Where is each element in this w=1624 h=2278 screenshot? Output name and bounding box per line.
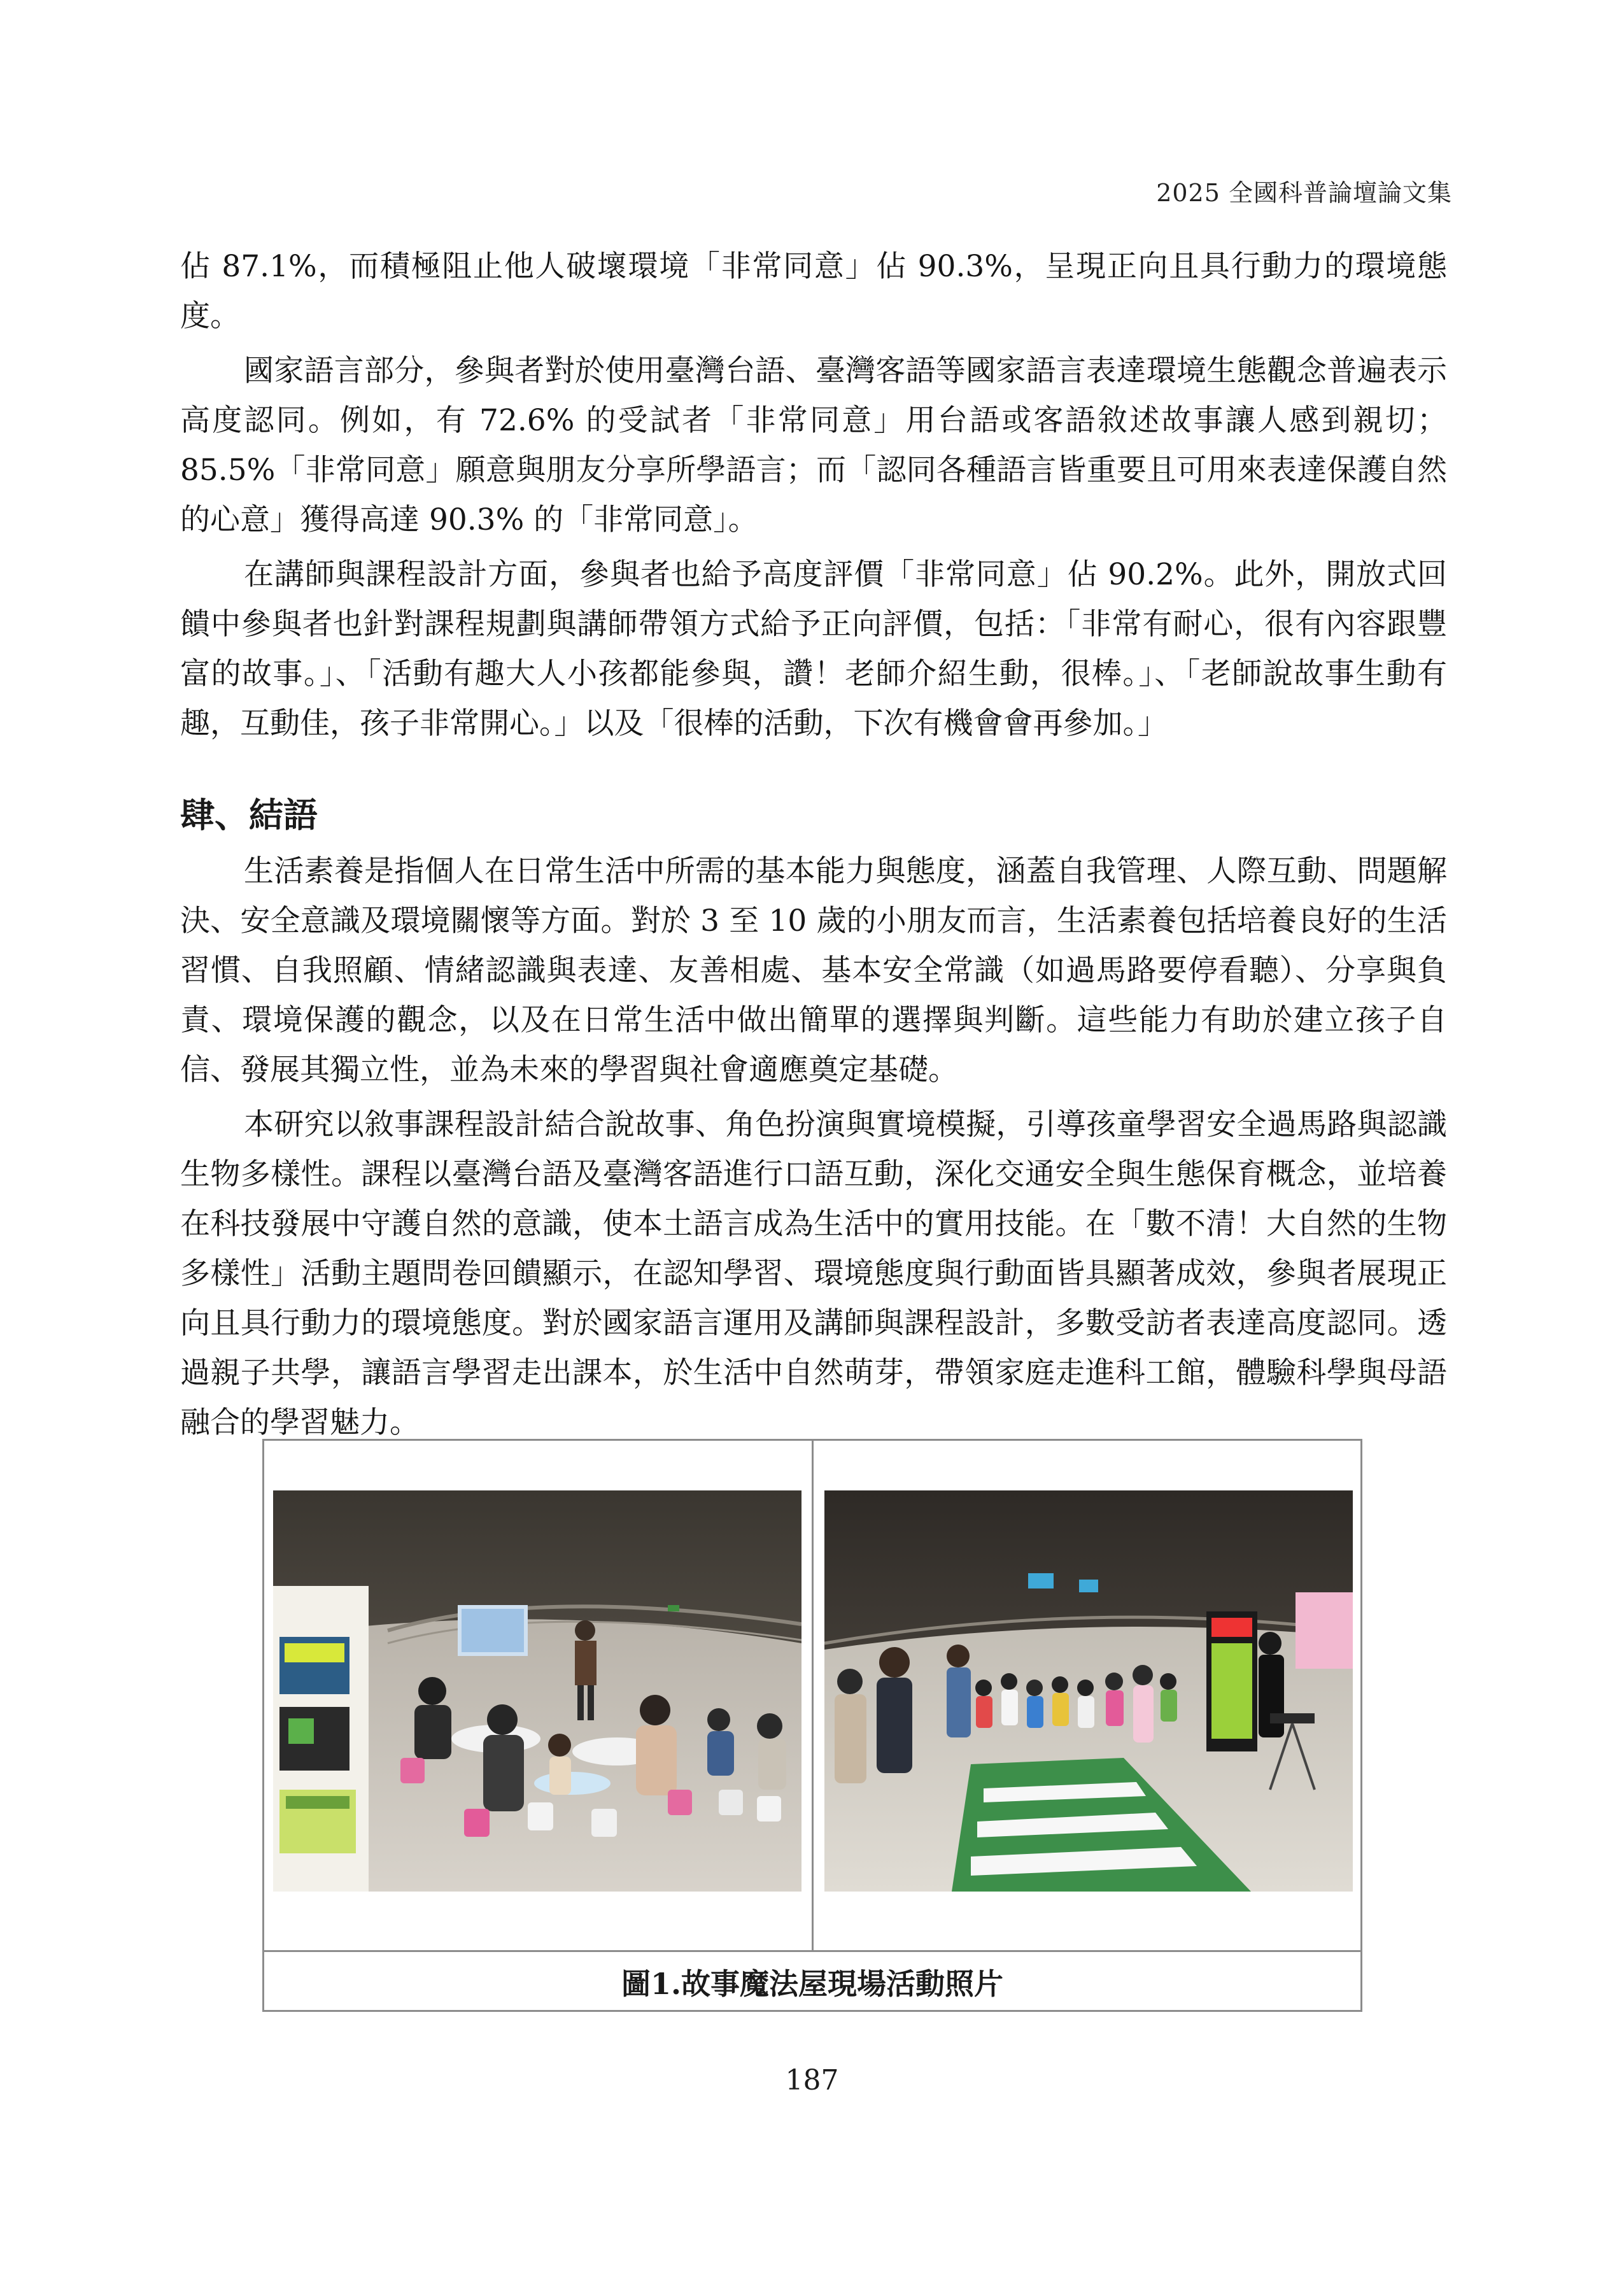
section-heading: 肆、結語 (180, 795, 318, 835)
figure-1 (262, 1439, 1362, 2012)
paragraph-3: 在講師與課程設計方面，參與者也給予高度評價「非常同意」佔 90.2%。此外，開放式回饋中參與者也針對課程規劃與講師帶領方式給予正向評價，包括：「非常有耐心，很有內容跟豐富的故事。」、「活動有趣大人小孩都能參與，讚！老師介紹生動，很棒。」、「老師說故事生動有趣，互動佳，孩子非常開心。」以及「很棒的活動，下次有機會會再參加。」 (180, 557, 1447, 741)
photo-storytelling-illustration (273, 1490, 801, 1892)
figure-caption: 圖1.故事魔法屋現場活動照片 (621, 1967, 1004, 2001)
photo-storytelling-session (273, 1490, 801, 1892)
photo-road-safety-activity (824, 1490, 1353, 1892)
photo-road-safety-illustration (824, 1490, 1353, 1892)
running-header: 2025 全國科普論壇論文集 (1156, 179, 1452, 207)
paragraph-2: 國家語言部分，參與者對於使用臺灣台語、臺灣客語等國家語言表達環境生態觀念普遍表示高度認同。例如，有 72.6% 的受試者「非常同意」用台語或客語敘述故事讓人感到親切；85.5%「非常同意」願意與朋友分享所學語言；而「認同各種語言皆重要且可用來表達保護自然的心意」獲得高達 90.3% 的「非常同意」。 (180, 353, 1447, 537)
paragraph-4: 生活素養是指個人在日常生活中所需的基本能力與態度，涵蓋自我管理、人際互動、問題解決、安全意識及環境關懷等方面。對於 3 至 10 歲的小朋友而言，生活素養包括培養良好的生活習慣、自我照顧、情緒認識與表達、友善相處、基本安全常識（如過馬路要停看聽）、分享與負責、環境保護的觀念，以及在日常生活中做出簡單的選擇與判斷。這些能力有助於建立孩子自信、發展其獨立性，並為未來的學習與社會適應奠定基礎。 (180, 854, 1447, 1087)
figure-divider-vertical (812, 1441, 814, 1950)
page-number: 187 (785, 2064, 839, 2097)
paragraph-5: 本研究以敘事課程設計結合說故事、角色扮演與實境模擬，引導孩童學習安全過馬路與認識生物多樣性。課程以臺灣台語及臺灣客語進行口語互動，深化交通安全與生態保育概念，並培養在科技發展中守護自然的意識，使本土語言成為生活中的實用技能。在「數不清！大自然的生物多樣性」活動主題問卷回饋顯示，在認知學習、環境態度與行動面皆具顯著成效，參與者展現正向且具行動力的環境態度。對於國家語言運用及講師與課程設計，多數受訪者表達高度認同。透過親子共學，讓語言學習走出課本，於生活中自然萌芽，帶領家庭走進科工館，體驗科學與母語融合的學習魅力。 (180, 1107, 1447, 1440)
paragraph-1: 佔 87.1%，而積極阻止他人破壞環境「非常同意」佔 90.3%，呈現正向且具行動力的環境態度。 (180, 249, 1447, 334)
body-text (180, 242, 1447, 1453)
